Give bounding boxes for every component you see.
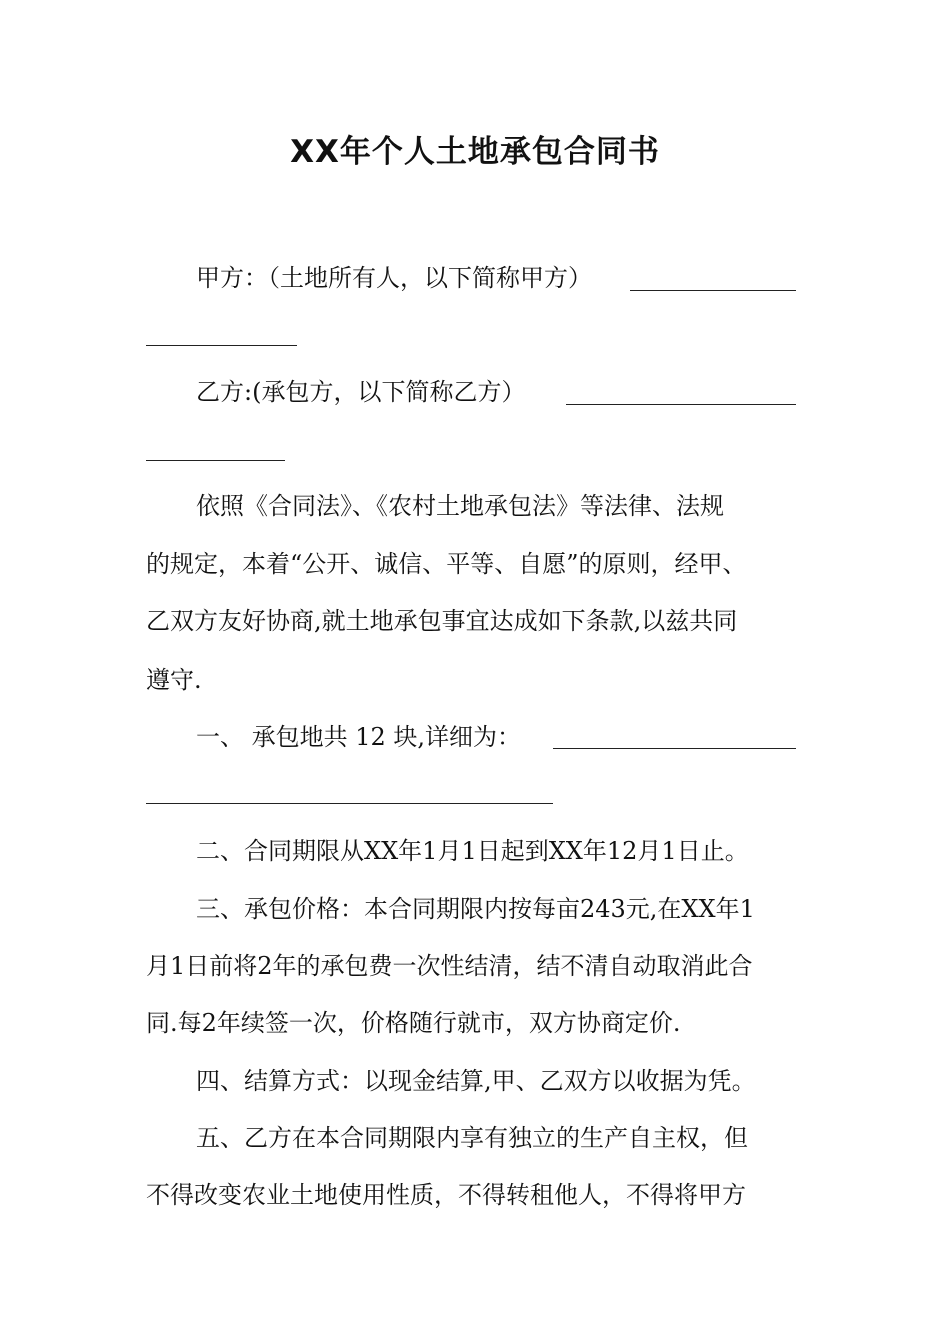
- clause-5-line: 不得改变农业土地使用性质，不得转租他人，不得将甲方: [146, 1181, 746, 1209]
- party-b-line: 乙方:(承包方，以下简称乙方）: [196, 378, 526, 406]
- document-title: XX年个人土地承包合同书: [290, 134, 660, 170]
- clause-1: 一、 承包地共 12 块,详细为：: [196, 723, 522, 751]
- party-a-blank-2: [146, 345, 297, 346]
- party-b-blank-1: [566, 404, 796, 405]
- clause-3-line: 同.每2年续签一次，价格随行就市，双方协商定价.: [146, 1009, 681, 1037]
- party-a-line: 甲方：（土地所有人，以下简称甲方）: [196, 264, 592, 292]
- clause-3-line: 三、承包价格：本合同期限内按每亩243元,在XX年1: [196, 895, 755, 923]
- clause-1-blank-2: [146, 803, 553, 804]
- clause-2: 二、合同期限从XX年1月1日起到XX年12月1日止。: [196, 837, 749, 865]
- intro-paragraph-line: 乙双方友好协商,就土地承包事宜达成如下条款,以兹共同: [146, 607, 738, 635]
- party-a-blank-1: [630, 290, 796, 291]
- clause-4: 四、结算方式：以现金结算,甲、乙双方以收据为凭。: [196, 1067, 756, 1095]
- intro-paragraph-line: 依照《合同法》、《农村土地承包法》等法律、法规: [196, 492, 724, 520]
- clause-1-blank-1: [553, 748, 796, 749]
- party-b-blank-2: [146, 460, 285, 461]
- intro-paragraph-line: 的规定，本着“公开、诚信、平等、自愿”的原则，经甲、: [146, 550, 747, 578]
- clause-5-line: 五、乙方在本合同期限内享有独立的生产自主权，但: [196, 1124, 748, 1152]
- clause-3-line: 月1日前将2年的承包费一次性结清，结不清自动取消此合: [146, 952, 753, 980]
- intro-paragraph-line: 遵守.: [146, 666, 202, 694]
